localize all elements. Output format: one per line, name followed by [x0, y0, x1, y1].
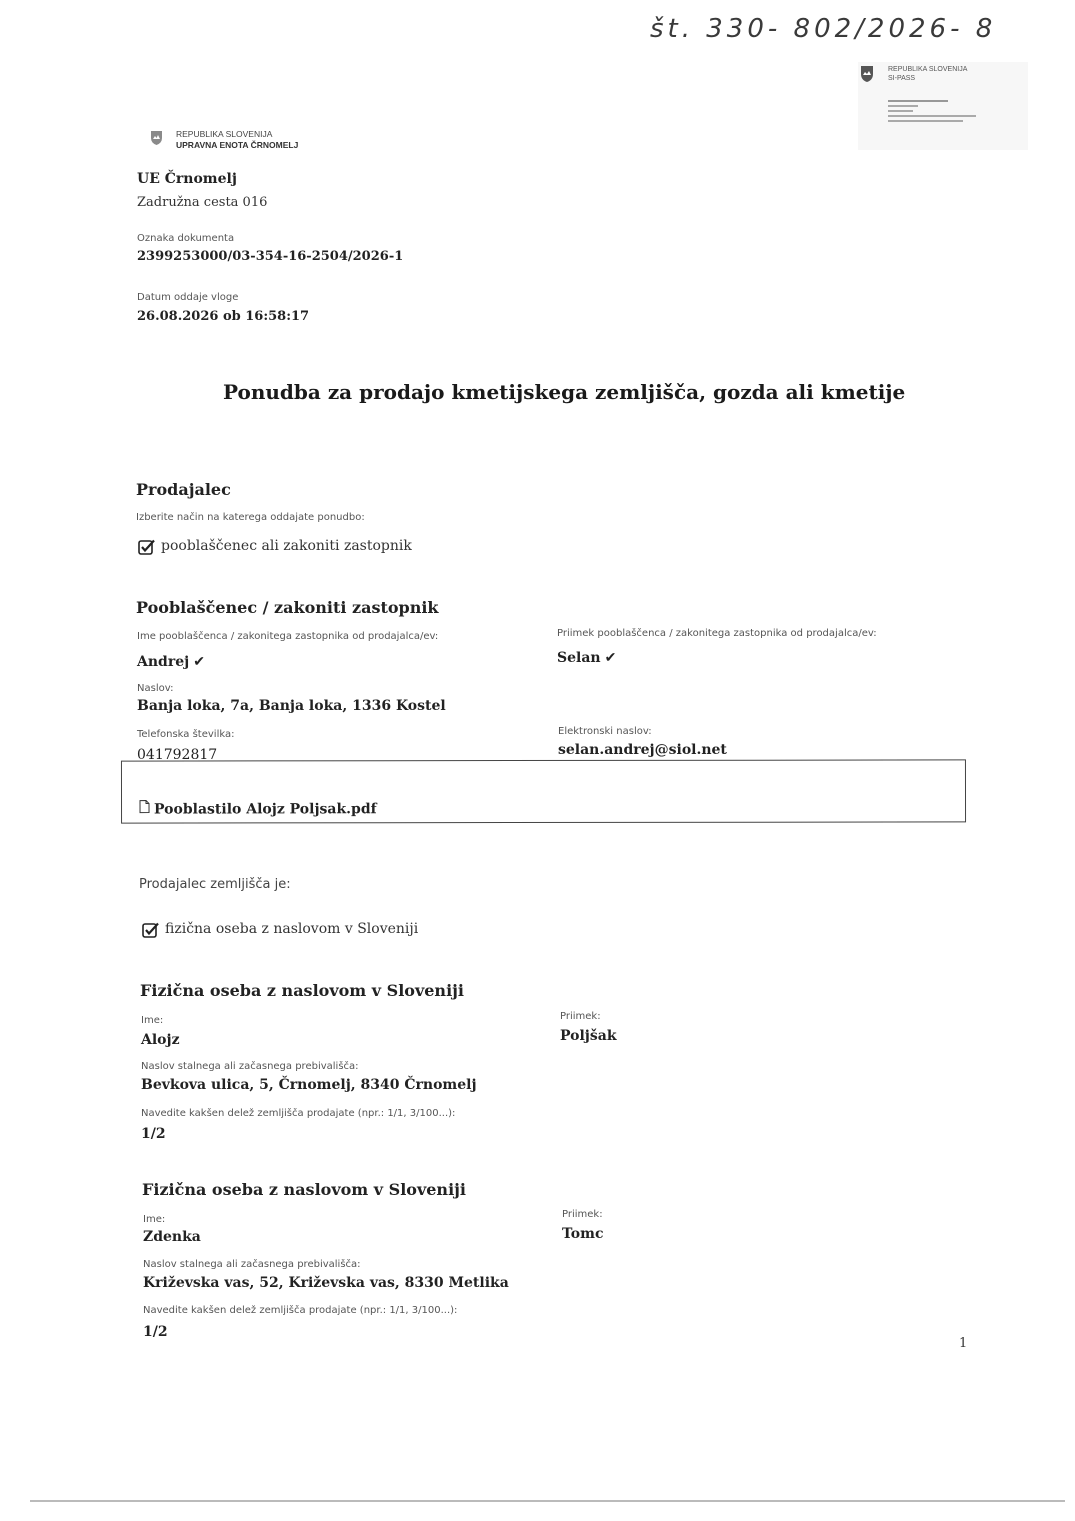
person-heading: Fizična oseba z naslovom v Sloveniji	[140, 981, 465, 1000]
coat-of-arms-icon	[150, 130, 163, 146]
person-first-name: Alojz	[141, 1032, 180, 1048]
org-line2: UPRAVNA ENOTA ČRNOMELJ	[176, 140, 299, 150]
person-address: Križevska vas, 52, Križevska vas, 8330 Metlika	[143, 1275, 509, 1291]
agent-first-name-label: Ime pooblaščenca / zakonitega zastopnika od prodajalca/ev:	[137, 631, 439, 642]
verified-check-icon: ✔	[193, 654, 205, 670]
person-last-name-label: Priimek:	[562, 1209, 603, 1220]
document-title: Ponudba za prodajo kmetijskega zemljišča, gozda ali kmetije	[223, 380, 906, 404]
person-address-label: Naslov stalnega ali začasnega prebivališča:	[143, 1259, 361, 1270]
agent-address-label: Naslov:	[137, 683, 174, 694]
stamp-service: SI-PASS	[888, 75, 916, 82]
stamp-org: REPUBLIKA SLOVENIJA	[888, 66, 968, 73]
agent-heading: Pooblaščenec / zakoniti zastopnik	[136, 598, 439, 617]
person-share-label: Navedite kakšen delež zemljišča prodajate (npr.: 1/1, 3/100...):	[141, 1108, 456, 1119]
agent-email: selan.andrej@siol.net	[558, 742, 727, 758]
document-id-value: 2399253000/03-354-16-2504/2026-1	[137, 249, 404, 264]
agent-phone-label: Telefonska številka:	[137, 729, 235, 740]
agent-address: Banja loka, 7a, Banja loka, 1336 Kostel	[137, 698, 446, 714]
agent-last-name: Selan	[557, 650, 601, 666]
agent-last-name-field	[557, 647, 616, 666]
attachment-box	[121, 759, 966, 823]
org-line1: REPUBLIKA SLOVENIJA	[176, 129, 273, 139]
agent-first-name: Andrej	[137, 654, 190, 670]
person-heading: Fizična oseba z naslovom v Sloveniji	[142, 1180, 467, 1199]
checkbox-checked-icon	[138, 539, 156, 556]
person-first-name: Zdenka	[143, 1229, 201, 1245]
recipient-address: Zadružna cesta 016	[137, 195, 268, 210]
recipient-name: UE Črnomelj	[137, 171, 237, 187]
agent-last-name-label: Priimek pooblaščenca / zakonitega zastopnika od prodajalca/ev:	[557, 628, 877, 639]
submission-date-label: Datum oddaje vloge	[137, 292, 239, 303]
stamp-fine-print	[888, 97, 976, 125]
verified-check-icon: ✔	[604, 650, 617, 666]
handwritten-file-number: št. 330- 802/2026- 8	[650, 14, 997, 44]
attachment-filename[interactable]: Pooblastilo Alojz Poljsak.pdf	[154, 801, 377, 818]
land-seller-option-label: fizična oseba z naslovom v Sloveniji	[165, 921, 419, 937]
file-icon	[139, 800, 150, 814]
agent-email-label: Elektronski naslov:	[558, 726, 652, 737]
seller-question: Izberite način na katerega oddajate ponudbo:	[136, 512, 365, 523]
person-share-label: Navedite kakšen delež zemljišča prodajate (npr.: 1/1, 3/100...):	[143, 1305, 458, 1316]
person-last-name-label: Priimek:	[560, 1011, 601, 1022]
agent-phone: 041792817	[137, 747, 218, 763]
person-share: 1/2	[143, 1324, 168, 1340]
seller-option-label: pooblaščenec ali zakoniti zastopnik	[161, 538, 412, 554]
person-address: Bevkova ulica, 5, Črnomelj, 8340 Črnomelj	[141, 1077, 477, 1093]
land-seller-question: Prodajalec zemljišča je:	[139, 877, 291, 892]
person-address-label: Naslov stalnega ali začasnega prebivališča:	[141, 1061, 359, 1072]
submission-date-value: 26.08.2026 ob 16:58:17	[137, 309, 310, 324]
seller-heading: Prodajalec	[136, 480, 231, 499]
agent-first-name-field	[137, 651, 205, 670]
coat-of-arms-icon	[860, 65, 874, 83]
person-first-name-label: Ime:	[143, 1214, 166, 1225]
checkbox-checked-icon	[142, 922, 160, 939]
attachment-item[interactable]	[139, 798, 377, 817]
person-last-name: Tomc	[562, 1226, 604, 1242]
person-last-name: Poljšak	[560, 1028, 617, 1044]
e-signature-stamp	[858, 62, 1028, 150]
person-share: 1/2	[141, 1126, 166, 1142]
document-id-label: Oznaka dokumenta	[137, 233, 235, 244]
page-number: 1	[959, 1336, 968, 1351]
person-first-name-label: Ime:	[141, 1015, 164, 1026]
scan-edge-line	[30, 1500, 1065, 1502]
